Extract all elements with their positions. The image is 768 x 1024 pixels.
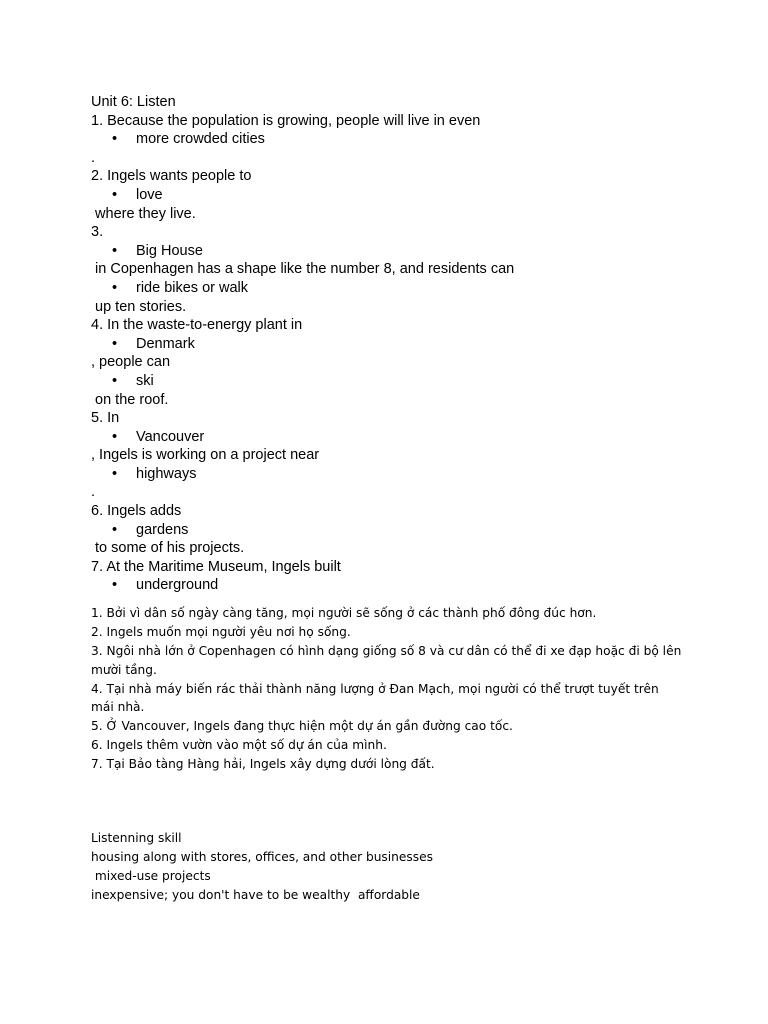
skill-line: inexpensive; you don't have to be wealthy affordable (91, 887, 420, 902)
unit-title: Unit 6: Listen (91, 94, 176, 110)
answer-1: • more crowded cities (91, 130, 731, 149)
question-3: 3. (91, 224, 104, 241)
answer-3a: • Big House (91, 242, 731, 261)
translation-line: mười tầng. (91, 662, 157, 677)
spacer (91, 774, 731, 829)
answer-5b: • highways (91, 465, 731, 484)
answer-4a: • Denmark (91, 335, 731, 354)
skill-line: housing along with stores, offices, and other businesses (91, 849, 433, 864)
translation-line: 5. Ở Vancouver, Ingels đang thực hiện một dự án gần đường cao tốc. (91, 719, 513, 734)
translation-line: 3. Ngôi nhà lớn ở Copenhagen có hình dạng giống số 8 và cư dân có thể đi xe đạp hoặc đi bộ lên (91, 643, 682, 658)
translation-line: 2. Ingels muốn mọi người yêu nơi họ sống. (91, 624, 351, 639)
skill-title: Listenning skill (91, 831, 182, 846)
spacer (91, 595, 731, 604)
question-5-end: . (91, 484, 96, 501)
question-1-end: . (91, 149, 96, 166)
question-3-end: up ten stories. (91, 298, 187, 315)
question-2-end: where they live. (91, 205, 196, 222)
answer-6: • gardens (91, 521, 731, 540)
question-6: 6. Ingels adds (91, 503, 182, 520)
translation-line: 7. Tại Bảo tàng Hàng hải, Ingels xây dựng dưới lòng đất. (91, 757, 435, 772)
skill-line: mixed-use projects (91, 868, 211, 883)
question-6-end: to some of his projects. (91, 540, 245, 557)
translation-line: 1. Bởi vì dân số ngày càng tăng, mọi người sẽ sống ở các thành phố đông đúc hơn. (91, 606, 597, 621)
question-2: 2. Ingels wants people to (91, 168, 252, 185)
translation-line: 6. Ingels thêm vườn vào một số dự án của mình. (91, 738, 387, 753)
question-5-middle: , Ingels is working on a project near (91, 447, 320, 464)
translation-line: mái nhà. (91, 700, 145, 715)
answer-7: • underground (91, 576, 731, 595)
answer-5a: • Vancouver (91, 428, 731, 447)
question-3-middle: in Copenhagen has a shape like the number 8, and residents can (91, 261, 515, 278)
answer-2: • love (91, 186, 731, 205)
answer-4b: • ski (91, 372, 731, 391)
answer-3b: • ride bikes or walk (91, 279, 731, 298)
question-5: 5. In (91, 410, 120, 427)
question-4-end: on the roof. (91, 391, 169, 408)
question-4: 4. In the waste-to-energy plant in (91, 317, 303, 334)
translation-line: 4. Tại nhà máy biến rác thải thành năng lượng ở Đan Mạch, mọi người có thể trượt tuyết trên (91, 681, 659, 696)
question-4-middle: , people can (91, 354, 171, 371)
document-page (91, 93, 731, 905)
question-1: 1. Because the population is growing, people will live in even (91, 112, 481, 129)
question-7: 7. At the Maritime Museum, Ingels built (91, 558, 341, 575)
